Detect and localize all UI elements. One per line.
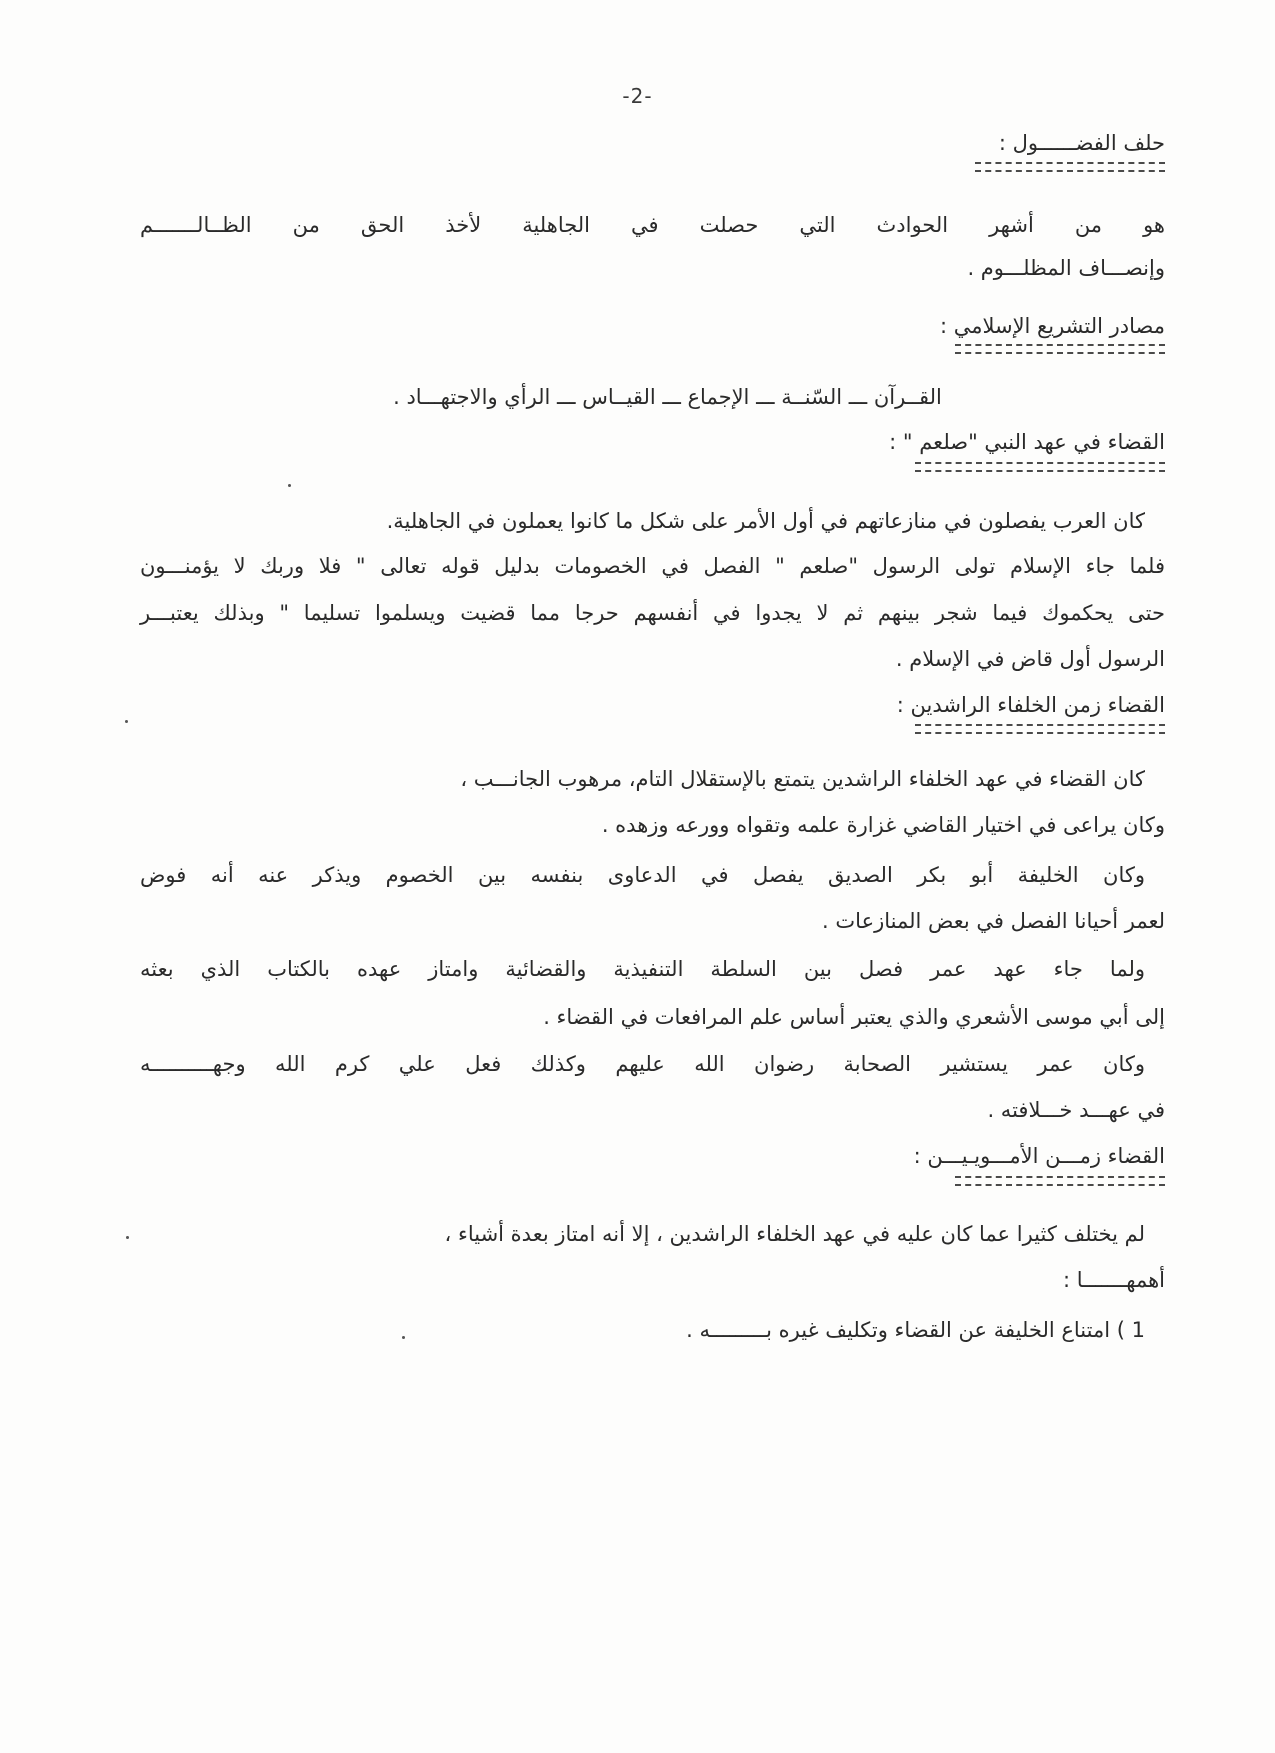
page-number: -2- xyxy=(622,84,653,108)
paragraph-line: حتى يحكموك فيما شجر بينهم ثم لا يجدوا في أنفسهم حرجا مما قضيت ويسلموا تسليما " وبذلك يعتبـــر xyxy=(140,601,1165,625)
scan-speck xyxy=(125,720,128,723)
paragraph-line: كان القضاء في عهد الخلفاء الراشدين يتمتع بالإستقلال التام، مرهوب الجانـــب ، xyxy=(460,767,1145,791)
scan-speck xyxy=(126,1236,129,1239)
heading-underline xyxy=(975,162,1165,172)
heading-judiciary-umayyad: القضاء زمـــن الأمـــويـيـــن : xyxy=(913,1144,1165,1168)
heading-judiciary-rashidun: القضاء زمن الخلفاء الراشدين : xyxy=(896,693,1165,717)
paragraph-line: في عهـــد خـــلافته . xyxy=(987,1098,1165,1122)
numbered-list-item: 1 ) امتناع الخليفة عن القضاء وتكليف غيره بـــــــــه . xyxy=(686,1318,1145,1342)
heading-underline xyxy=(915,724,1165,734)
paragraph-line: الرسول أول قاض في الإسلام . xyxy=(895,647,1165,671)
paragraph-line: هو من أشهر الحوادث التي حصلت في الجاهلية لأخذ الحق من الظــالـــــــم xyxy=(140,213,1165,237)
heading-underline xyxy=(915,462,1165,472)
paragraph-line: لم يختلف كثيرا عما كان عليه في عهد الخلفاء الراشدين ، إلا أنه امتاز بعدة أشياء ، xyxy=(444,1222,1145,1246)
sources-list: القــرآن ـــ السّنــة ـــ الإجماع ـــ القيــاس ـــ الرأي والاجتهـــاد . xyxy=(393,385,942,409)
paragraph-line: وإنصـــاف المظلـــوم . xyxy=(967,256,1165,280)
heading-hilf-al-fudul: حلف الفضــــــول : xyxy=(998,131,1165,155)
scan-speck xyxy=(288,484,291,487)
paragraph-line: أهمهـــــــا : xyxy=(1063,1268,1165,1292)
paragraph-line: إلى أبي موسى الأشعري والذي يعتبر أساس علم المرافعات في القضاء . xyxy=(543,1005,1165,1029)
heading-underline xyxy=(955,344,1165,354)
heading-sources-of-legislation: مصادر التشريع الإسلامي : xyxy=(939,314,1165,338)
paragraph-line: فلما جاء الإسلام تولى الرسول "صلعم " الفصل في الخصومات بدليل قوله تعالى " فلا وربك لا يؤمنـــون xyxy=(140,554,1165,578)
paragraph-line: لعمر أحيانا الفصل في بعض المنازعات . xyxy=(822,909,1165,933)
paragraph-line: ولما جاء عهد عمر فصل بين السلطة التنفيذية والقضائية وامتاز عهده بالكتاب الذي بعثه xyxy=(140,957,1145,981)
paragraph-line: كان العرب يفصلون في منازعاتهم في أول الأمر على شكل ما كانوا يعملون في الجاهلية. xyxy=(386,509,1145,533)
scan-speck xyxy=(402,1336,405,1339)
heading-underline xyxy=(955,1176,1165,1186)
paragraph-line: وكان يراعى في اختيار القاضي غزارة علمه وتقواه وورعه وزهده . xyxy=(601,813,1165,837)
paragraph-line: وكان عمر يستشير الصحابة رضوان الله عليهم وكذلك فعل علي كرم الله وجهــــــــــه xyxy=(140,1052,1145,1076)
heading-judiciary-prophet: القضاء في عهد النبي "صلعم " : xyxy=(889,430,1165,454)
paragraph-line: وكان الخليفة أبو بكر الصديق يفصل في الدعاوى بنفسه بين الخصوم ويذكر عنه أنه فوض xyxy=(140,863,1145,887)
